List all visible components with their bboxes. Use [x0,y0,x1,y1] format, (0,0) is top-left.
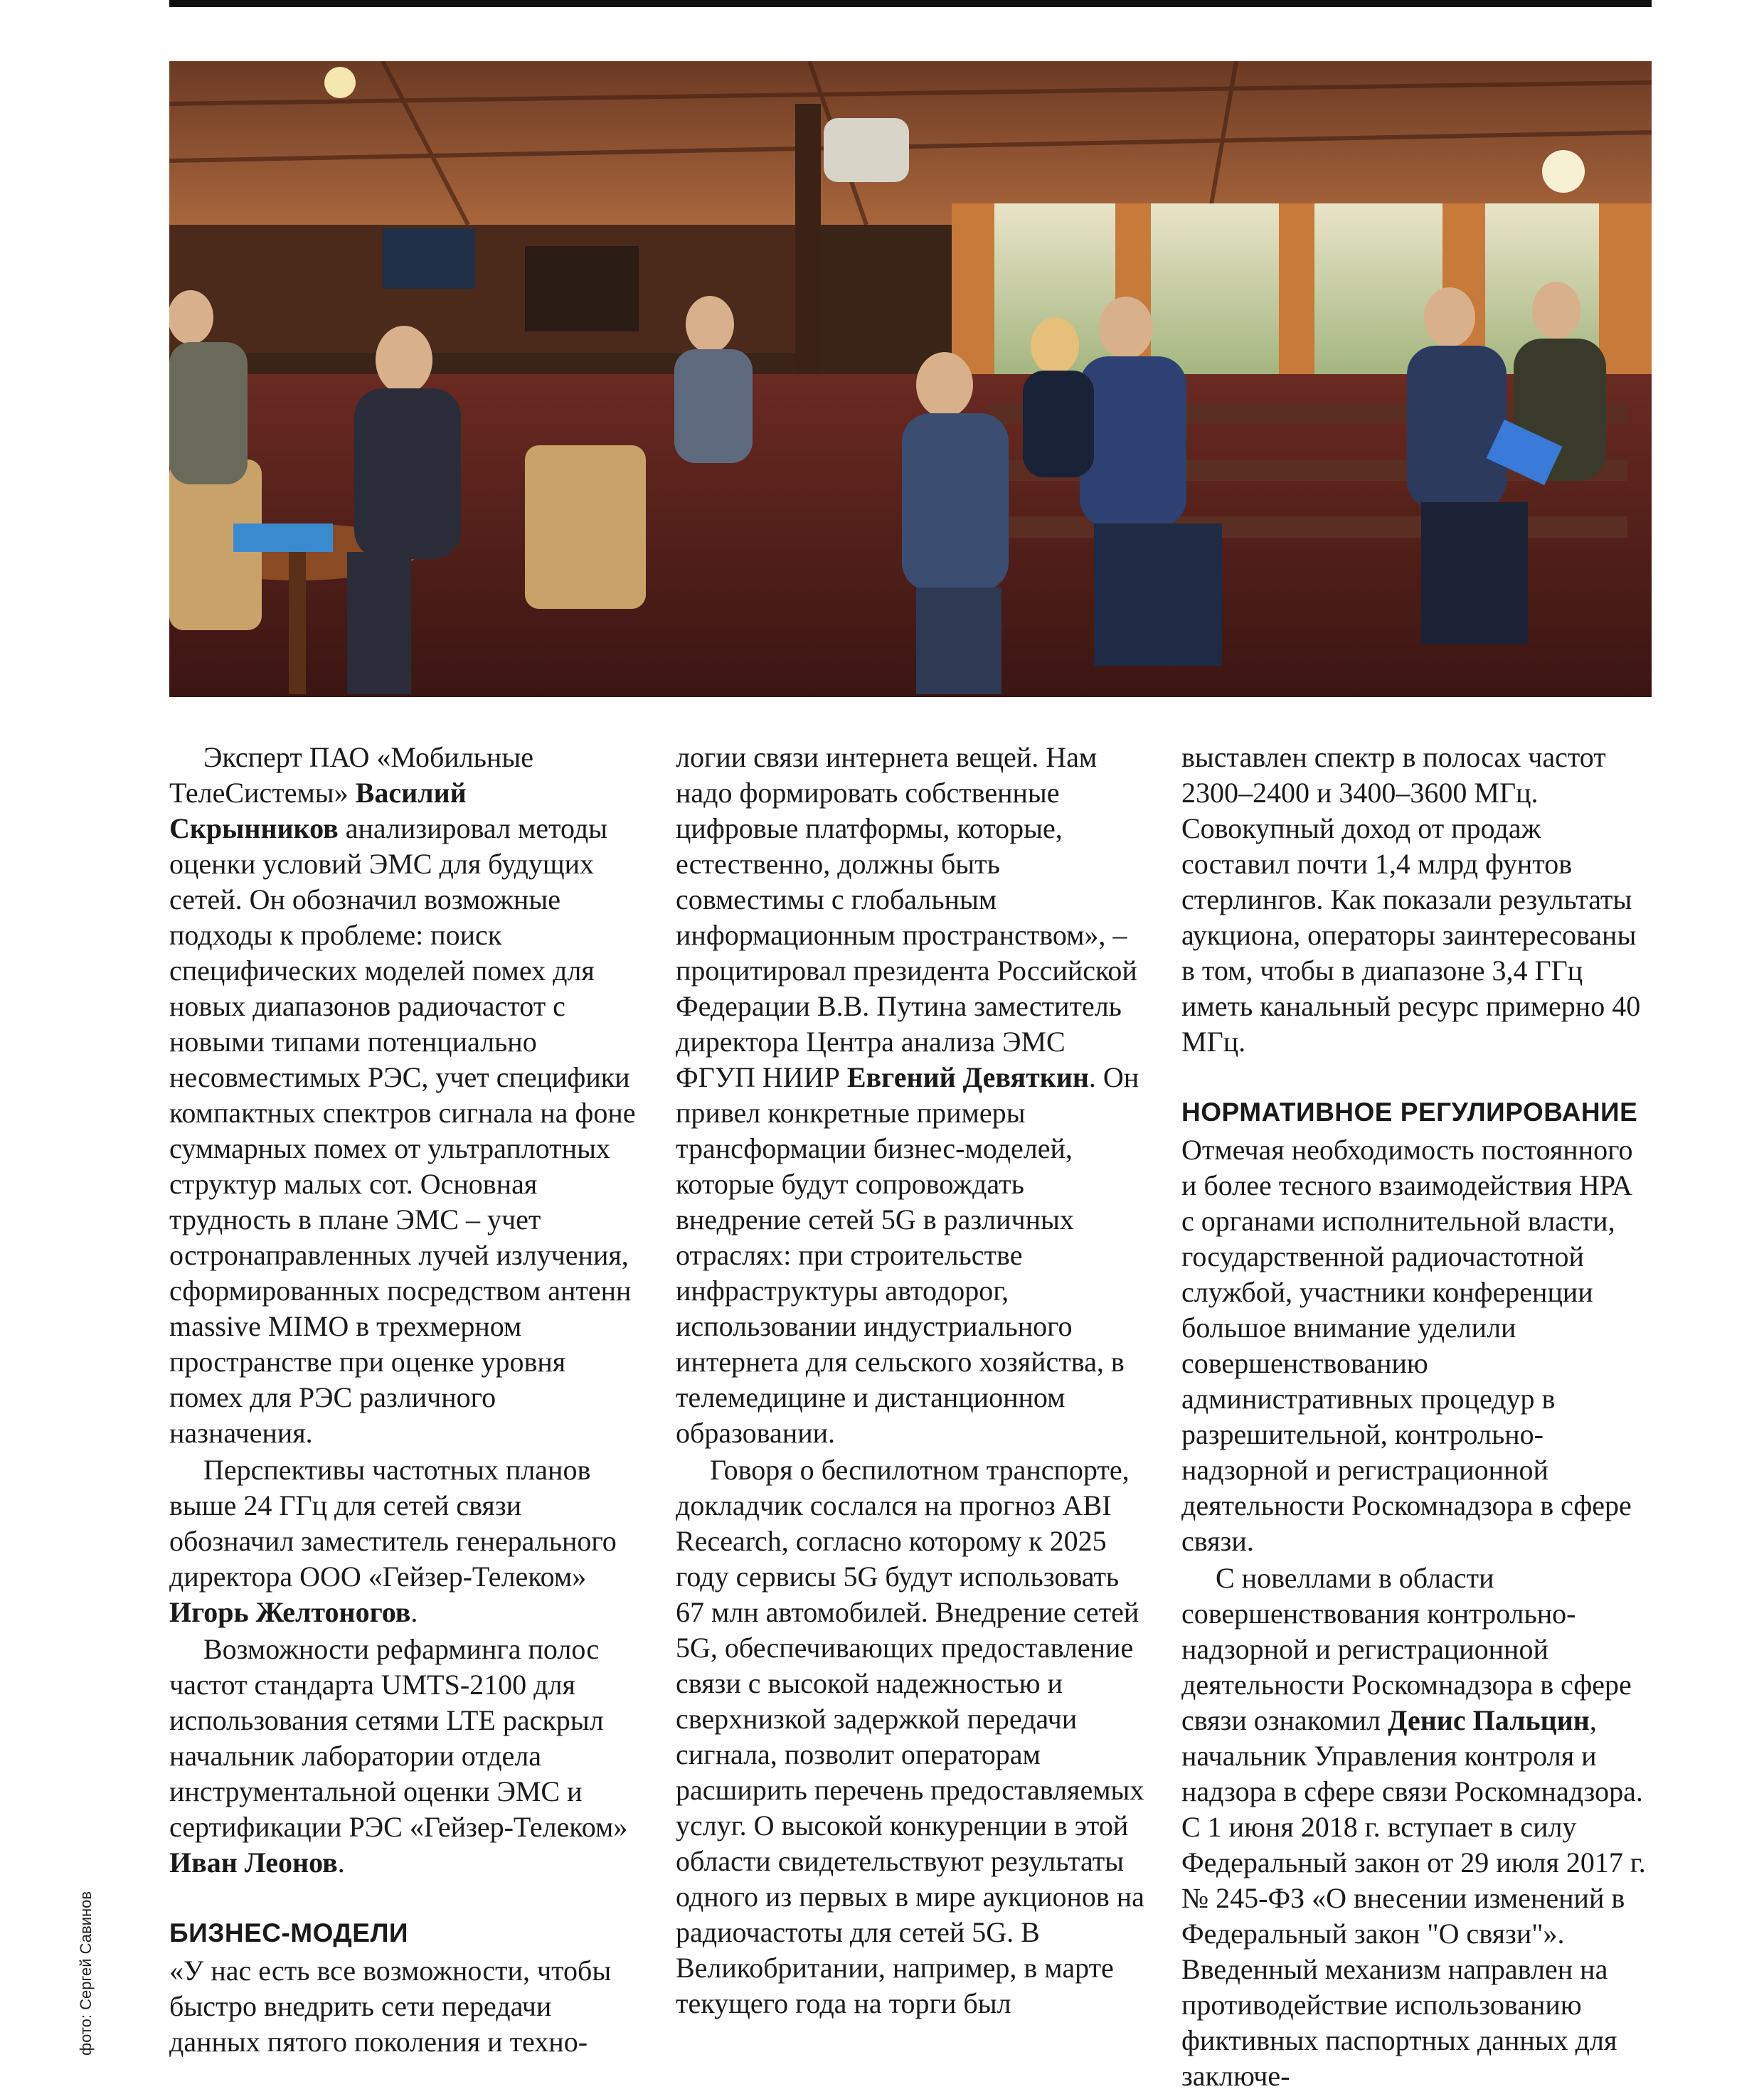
speaker-name: Денис Пальцин [1388,1704,1590,1736]
speaker-name: Василий Скрынников [169,777,467,844]
speaker-name: Евгений Девяткин [846,1061,1089,1093]
paragraph: С новеллами в области совершенствования контрольно-надзорной и регистрационной деятельности Роскомнадзора в сфере связи ознакомил Денис Пальцин, начальник Управления контроля и надзора в сфере связи Роскомнадзора. С 1 июня 2018 г. вступает в силу Федеральный закон от 29 июля 2017 г. № 245-ФЗ «О внесении изменений в Федеральный закон "О связи"». Введенный механизм направлен на противодействие использованию фиктивных паспортных данных для заключе- [1181,1562,1646,2092]
paragraph: Перспективы частотных планов выше 24 ГГц для сетей связи обозначил заместитель генерального директора ООО «Гейзер-Телеком» Игорь Желтоногов. [169,1454,617,1628]
section-heading: НОРМАТИВНОЕ РЕГУЛИРОВАНИЕ [1181,1098,1638,1127]
photo-credit: фото: Сергей Савинов [77,1891,95,2056]
paragraph: Отмечая необходимость постоянного и более тесного взаимодействия НРА с органами исполнительной власти, государственной радиочастотной службой, участники конференции большое внимание уделили совершенствованию административных процедур в разрешительной, контрольно-надзорной и регистрационной деятельности Роскомнадзора в сфере связи. [1181,1134,1633,1557]
top-rule [169,0,1652,7]
section-heading: БИЗНЕС-МОДЕЛИ [169,1918,409,1947]
article-column-2 [676,740,1145,2021]
article-column-3 [1181,740,1651,2094]
conference-photo [169,61,1652,697]
speaker-name: Игорь Желтоногов [169,1596,411,1628]
paragraph: «У нас есть все возможности, чтобы быстро внедрить сети передачи данных пятого поколения и техно- [169,1955,612,2058]
article-column-1 [169,740,639,2060]
paragraph: Говоря о беспилотном транспорте, докладчик сослался на прогноз ABI Recearch, согласно которому к 2025 году сервисы 5G будут использовать 67 млн автомобилей. Внедрение сетей 5G, обеспечивающих предоставление связи с высокой надежностью и сверхнизкой задержкой передачи сигнала, позволит операторам расширить перечень предоставляемых услуг. О высокой конкуренции в этой области свидетельствуют результаты одного из первых в мире аукционов на радиочастоты для сетей 5G. В Великобритании, например, в марте текущего года на торги был [676,1454,1144,2019]
paragraph: Эксперт ПАО «Мобильные ТелеСистемы» Василий Скрынников анализировал методы оценки условий ЭМС для будущих сетей. Он обозначил возможные подходы к проблеме: поиск специфических моделей помех для новых диапазонов радиочастот с новыми типами потенциально несовместимых РЭС, учет специфики компактных спектров сигнала на фоне суммарных помех от ультраплотных структур малых сот. Основная трудность в плане ЭМС – учет остронаправленных лучей излучения, сформированных посредством антенн massive MIMO в трехмерном пространстве при оценке уровня помех для РЭС различного назначения. [169,741,636,1449]
paragraph: выставлен спектр в полосах частот 2300–2400 и 3400–3600 МГц. Совокупный доход от продаж составил почти 1,4 млрд фунтов стерлингов. Как показали результаты аукциона, операторы заинтересованы в том, чтобы в диапазоне 3,4 ГГц иметь канальный ресурс примерно 40 МГц. [1181,741,1641,1058]
paragraph: Возможности рефарминга полос частот стандарта UMTS-2100 для использования сетями LTE раскрыл начальник лаборатории отдела инструментальной оценки ЭМС и сертификации РЭС «Гейзер-Телеком» Иван Леонов. [169,1633,628,1878]
speaker-name: Иван Леонов [169,1846,338,1878]
paragraph: логии связи интернета вещей. Нам надо формировать собственные цифровые платформы, которые, естественно, должны быть совместимы с глобальным информационным пространством», – процитировал президента Российской Федерации В.В. Путина заместитель директора Центра анализа ЭМС ФГУП НИИР Евгений Девяткин. Он привел конкретные примеры трансформации бизнес-моделей, которые будут сопровождать внедрение сетей 5G в различных отраслях: при строительстве инфраструктуры автодорог, использовании индустриального интернета для сельского хозяйства, в телемедицине и дистанционном образовании. [676,741,1139,1449]
